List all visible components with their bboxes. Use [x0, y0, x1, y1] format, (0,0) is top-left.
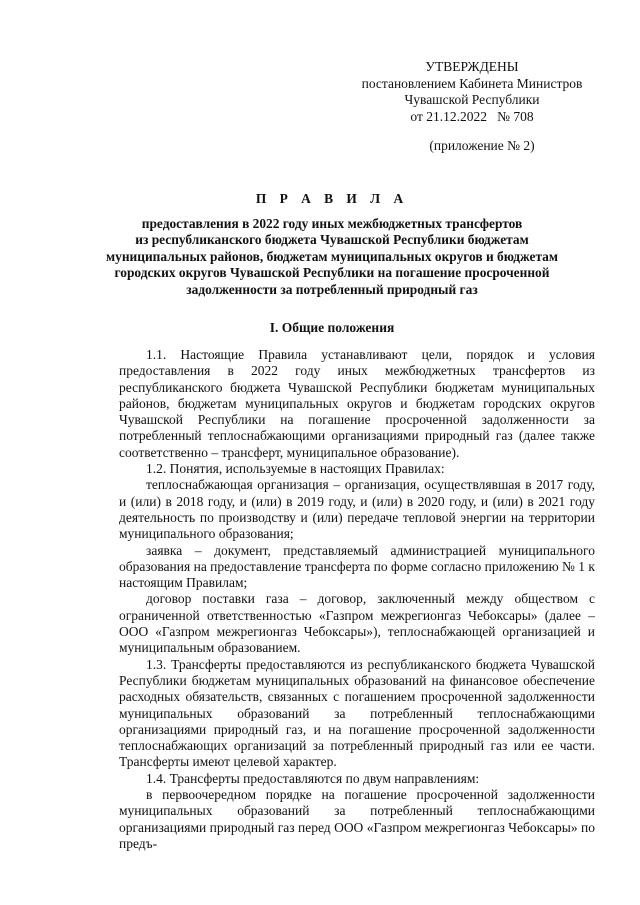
definition-heat-supplier: теплоснабжающая организация – организация, осуществлявшая в 2017 году, и (или) в 2018 году, и (или) в 2019 году, и (или) в 2020 году, и (или) в 2021 году деятельность по производству и (или) передаче тепловой энергии на территории муниципального образования; — [119, 477, 595, 542]
document-title — [96, 191, 568, 298]
rules-heading: П Р А В И Л А — [255, 191, 409, 206]
paragraph-priority-direction: в первоочередном порядке на погашение просроченной задолженности муниципальных образований за потребленный теплоснабжающими организациями природный газ перед ООО «Газпром межрегионгаз Чебоксары» по предъ- — [119, 787, 595, 851]
approval-issuer: постановлением Кабинета Министров — [361, 75, 583, 91]
title-line: предоставления в 2022 году иных межбюджетных трансфертов — [141, 215, 523, 231]
definition-application: заявка – документ, представляемый администрацией муниципального образования на предоставление трансферта по форме согласно приложению № 1 к настоящим Правилам; — [119, 542, 595, 591]
approval-title: УТВЕРЖДЕНЫ — [425, 59, 519, 74]
definition-gas-contract: договор поставки газа – договор, заключенный между обществом с ограниченной ответственностью «Газпром межрегионгаз Чебоксары» (далее – ООО «Газпром межрегионгаз Чебоксары»), теплоснабжающей организацией и муниципальным образованием. — [119, 591, 595, 656]
paragraph-1-2: 1.2. Понятия, используемые в настоящих Правилах: — [146, 461, 445, 477]
document-body — [119, 347, 595, 852]
approval-republic: Чувашской Республики — [404, 92, 540, 108]
paragraph-1-3: 1.3. Трансферты предоставляются из республиканского бюджета Чувашской Республики бюджетам муниципальных образований на финансовое обеспечение расходных обязательств, связанных с погашением просроченной задолженности муниципальных образований за потребленный теплоснабжающими организациями природный газ, и на погашение просроченной задолженности теплоснабжающих организаций за потребленный природный газ или ее части. Трансферты имеют целевой характер. — [119, 656, 595, 770]
title-line: муниципальных районов, бюджетам муниципальных округов и бюджетам — [106, 248, 558, 264]
section-heading: I. Общие положения — [269, 320, 395, 335]
title-line: задолженности за потребленный природный газ — [186, 281, 478, 297]
approval-stamp — [352, 59, 592, 155]
appendix-note: (приложение № 2) — [429, 138, 535, 154]
paragraph-1-1: 1.1. Настоящие Правила устанавливают цели, порядок и условия предоставления в 2022 году иных межбюджетных трансфертов из республиканского бюджета Чувашской Республики бюджетам муниципальных районов, бюджетам муниципальных округов и бюджетам городских округов Чувашской Республики на погашение просроченной задолженности за потребленный теплоснабжающими организациями природный газ (далее также соответственно – трансферт, муниципальное образование). — [119, 347, 595, 460]
title-line: городских округов Чувашской Республики на погашение просроченной — [114, 265, 550, 280]
approval-date-number: от 21.12.2022 № 708 — [410, 108, 534, 124]
title-line: из республиканского бюджета Чувашской Республики бюджетам — [135, 232, 529, 247]
paragraph-1-4: 1.4. Трансферты предоставляются по двум направлениям: — [146, 770, 480, 786]
